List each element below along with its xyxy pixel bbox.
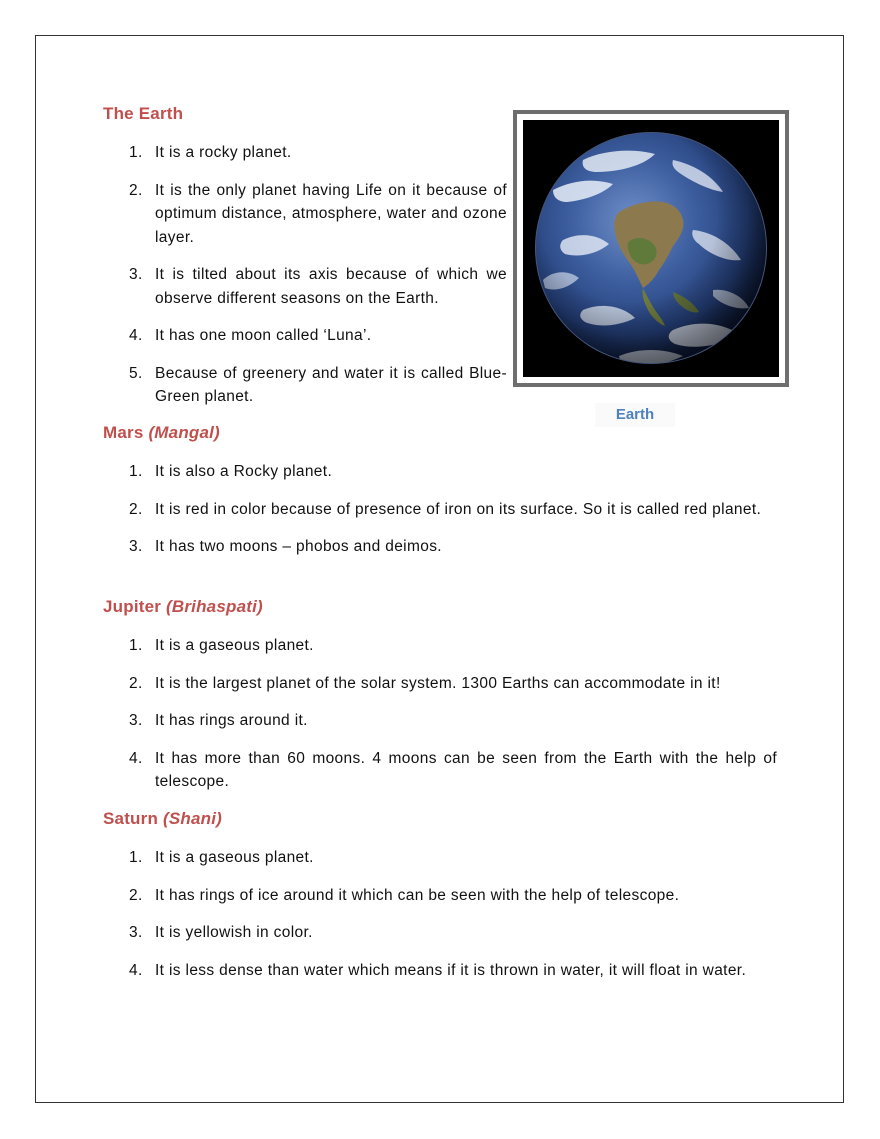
list-item-text: It is a rocky planet. [155,144,292,161]
list-item-number: 2. [129,181,143,199]
list-item-number: 3. [129,538,143,555]
list-item-text: It has two moons – phobos and deimos. [155,538,442,555]
section-saturn [103,808,777,982]
section-title-mars [103,422,777,444]
list-item [103,884,777,908]
list-item-text: It is a gaseous planet. [155,637,314,654]
list-item-text: It is also a Rocky planet. [155,463,333,480]
section-title-jupiter [103,596,777,618]
list-item [103,959,777,983]
list-item-text: It is red in color because of presence of iron on its surface. So it is called red planet. [155,500,762,518]
image-caption: Earth [595,403,675,427]
section-title-jupiter-text: Jupiter [103,597,162,616]
list-item [103,179,507,250]
list-item [103,747,777,794]
jupiter-facts-list [103,634,777,794]
section-subtitle-mars: (Mangal) [148,423,220,442]
list-item [103,141,507,165]
list-item-number: 1. [129,849,143,866]
earth-photo-icon [523,120,779,377]
list-item-text: It has one moon called ‘Luna’. [155,327,372,344]
list-item-number: 1. [129,463,143,480]
list-item-text: It is the only planet having Life on it because of optimum distance, atmosphere, water and ozone layer. [155,181,507,246]
list-item-number: 2. [129,500,143,518]
list-item-text: Because of greenery and water it is called Blue-Green planet. [155,364,507,405]
list-item-number: 5. [129,364,143,382]
section-mars [103,422,777,559]
mars-facts-list [103,460,777,559]
section-title-saturn [103,808,777,830]
list-item [103,460,777,484]
list-item-number: 2. [129,886,143,904]
list-item-text: It has more than 60 moons. 4 moons can be seen from the Earth with the help of telescope. [155,749,777,790]
list-item-number: 3. [129,712,143,729]
list-item-text: It is yellowish in color. [155,924,313,941]
section-title-mars-text: Mars [103,423,144,442]
list-item [103,535,777,559]
list-item-text: It is less dense than water which means if it is thrown in water, it will float in water. [155,961,747,979]
list-item-number: 3. [129,924,143,941]
list-item [103,324,507,348]
list-item [103,709,777,733]
list-item-number: 3. [129,266,143,283]
list-item-text: It is a gaseous planet. [155,849,314,866]
list-item [103,672,777,696]
list-item-number: 2. [129,674,143,692]
section-title-saturn-text: Saturn [103,809,159,828]
section-title-earth-text: The Earth [103,104,184,123]
section-subtitle-saturn: (Shani) [162,809,222,828]
list-item [103,263,507,310]
list-item-number: 1. [129,637,143,654]
saturn-facts-list [103,846,777,982]
list-item [103,846,777,870]
earth-image-frame [513,110,789,387]
section-subtitle-jupiter: (Brihaspati) [166,597,263,616]
earth-facts-list [103,141,507,409]
section-jupiter [103,596,777,794]
list-item [103,921,777,945]
list-item-text: It has rings of ice around it which can be seen with the help of telescope. [155,886,680,904]
list-item [103,634,777,658]
list-item-text: It has rings around it. [155,712,308,729]
list-item [103,498,777,522]
list-item [103,362,507,409]
list-item-number: 1. [129,144,143,161]
list-item-number: 4. [129,961,143,979]
list-item-number: 4. [129,327,143,344]
list-item-text: It is the largest planet of the solar system. 1300 Earths can accommodate in it! [155,674,721,692]
list-item-text: It is tilted about its axis because of which we observe different seasons on the Earth. [155,266,507,307]
list-item-number: 4. [129,749,143,767]
earth-image [523,120,779,377]
